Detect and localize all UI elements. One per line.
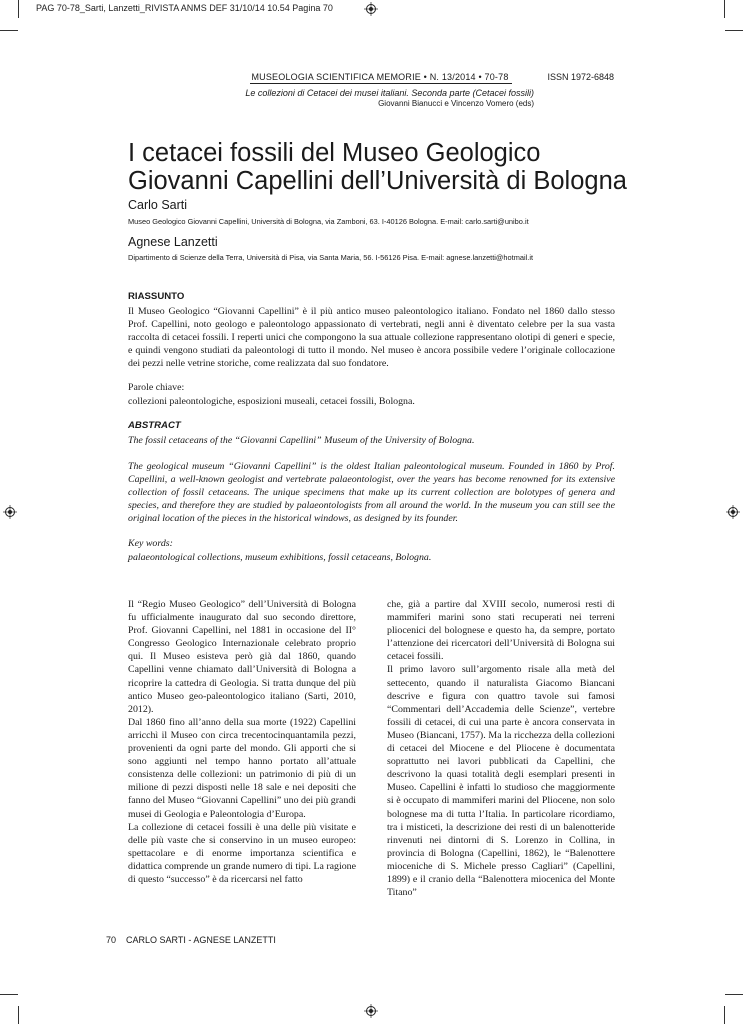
printer-slug: PAG 70-78_Sarti, Lanzetti_RIVISTA ANMS DEF 31/10/14 10.54 Pagina 70 (36, 3, 333, 13)
registration-mark-icon (726, 505, 740, 519)
author-name: Carlo Sarti (128, 198, 188, 212)
registration-mark-icon (364, 2, 378, 16)
abstract-text: The geological museum “Giovanni Capellini” is the oldest Italian paleontological museum. Founded in 1860 by Prof. Capellini, a well-known geologist and vertebrate palaeontologist, over the years has become renowned for its extensive collection of fossil cetaceans. The unique specimens that make up its current collection are bolotypes of genera and species, and therefore they are studied by palaeontologists from all around the world. In the museum you can still see the original location of the pieces in the historical windows, as designed by its founder. (128, 461, 615, 525)
journal-title: MUSEOLOGIA SCIENTIFICA MEMORIE • N. 13/2014 • 70-78 (251, 72, 509, 82)
registration-mark-icon (3, 505, 17, 519)
series-title: Le collezioni di Cetacei dei musei italiani. Seconda parte (Cetacei fossili) (245, 88, 534, 98)
page-footer (106, 935, 276, 945)
registration-mark-icon (364, 1004, 378, 1018)
abstract-subtitle: The fossil cetaceans of the “Giovanni Capellini” Museum of the University of Bologna. (128, 435, 475, 446)
abstract-keywords-label: Key words: (128, 538, 173, 549)
article-title-line: I cetacei fossili del Museo Geologico (128, 139, 541, 167)
abstract-keywords: palaeontological collections, museum exhibitions, fossil cetaceans, Bologna. (128, 552, 432, 563)
author-name: Agnese Lanzetti (128, 235, 218, 249)
riassunto-keywords-label: Parole chiave: (128, 382, 185, 393)
paragraph: Dal 1860 fino all’anno della sua morte (1922) Capellini arricchì il Museo con circa trecentocinquantamila pezzi, provenienti da ogni parte del mondo. Gli apporti che si sono aggiunti nel tempo hanno portato all’attuale consistenza delle collezioni: un patrimonio di più di un milione di pezzi disposti nelle 18 sale e nei depositi che fanno del Museo “Giovanni Capellini” uno dei più grandi musei di Geologia e Paleontologia d’Europa. (128, 716, 356, 820)
body-column-left (128, 598, 356, 886)
abstract-heading: ABSTRACT (128, 420, 181, 431)
riassunto-heading: RIASSUNTO (128, 291, 185, 302)
author-affiliation: Dipartimento di Scienze della Terra, Università di Pisa, via Santa Maria, 56. I-56126 Pisa. E-mail: agnese.lanzetti@hotmail.it (128, 253, 534, 262)
paragraph: che, già a partire dal XVIII secolo, numerosi resti di mammiferi marini sono stati recuperati nei terreni pliocenici del bolognese e questo ha, da sempre, portato l’attenzione dei ricercatori dell’Università di Bologna sui cetacei fossili. (387, 599, 615, 663)
page-number: 70 (106, 935, 117, 945)
author-affiliation: Museo Geologico Giovanni Capellini, Università di Bologna, via Zamboni, 63. I-40126 Bologna. E-mail: carlo.sarti@unibo.it (128, 217, 529, 226)
paragraph: Il “Regio Museo Geologico” dell’Università di Bologna fu ufficialmente inaugurato dal suo secondo direttore, Prof. Giovanni Capellini, nel 1881 in occasione del II° Congresso Geologico Internazionale celebrato proprio qui. Il Museo esisteva però già dal 1860, quando Capellini venne chiamato dall’Università di Bologna a ricoprire la cattedra di Geologia. Si tratta dunque del più antico Museo geo-paleontologico italiano (Sarti, 2010, 2012). (128, 599, 356, 715)
body-column-right (387, 598, 615, 899)
header-rule (250, 83, 512, 84)
article-title (128, 140, 628, 195)
issn: ISSN 1972-6848 (547, 72, 614, 82)
paragraph: Il primo lavoro sull’argomento risale alla metà del settecento, quando il naturalista Giacomo Biancani descrive e figura con quattro tavole sui famosi “Commentari dell’Accademia delle Scienze”, vertebre fossili di cetacei, di cui una parte è ancora conservata in Museo (Biancani, 1757). Ma la ricchezza della collezioni di cetacei del Miocene e del Pliocene è documentata soprattutto nei lavori pubblicati da Capellini, che descrivono la quasi totalità degli esemplari presenti in Museo. Capellini è infatti lo studioso che maggiormente si è occupato di mammiferi marini del Pliocene, non solo bolognese ma di tutta l’Italia. In particolare ricordiamo, tra i misticeti, la descrizione dei resti di un balenotteride rinvenuti nei dintorni di S. Lorenzo in Collina, in provincia di Bologna (Capellini, 1862), le “Balenottere mioceniche di S. Michele presso Cagliari” (Capellini, 1899) e il cranio della “Balenottera miocenica del Monte Titano” (387, 664, 615, 899)
article-title-line: Giovanni Capellini dell’Università di Bologna (128, 166, 627, 195)
riassunto-text: Il Museo Geologico “Giovanni Capellini” è il più antico museo paleontologico italiano. Fondato nel 1860 dallo stesso Prof. Capellini, noto geologo e paleontologo appassionato di vertebrati, negli anni è diventato celebre per la sua vasta raccolta di cetacei fossili. I reperti unici che compongono la sua attuale collezione rappresentano olotipi di generi e specie, e quindi vengono studiati da paleontologi di tutto il mondo. Nel museo è ancora possibile vedere l’originale collocazione dei pezzi nelle vetrine storiche, come realizzata dal suo fondatore. (128, 306, 615, 370)
paragraph: La collezione di cetacei fossili è una delle più visitate e delle più vaste che si conservino in un museo europeo: spettacolare e di enorme importanza scientifica e didattica comprende un grande numero di tipi. La ragione di questo “successo” è da ricercarsi nel fatto (128, 821, 356, 885)
editors: Giovanni Bianucci e Vincenzo Vomero (eds) (378, 99, 534, 108)
riassunto-keywords: collezioni paleontologiche, esposizioni museali, cetacei fossili, Bologna. (128, 396, 415, 407)
footer-authors: CARLO SARTI - AGNESE LANZETTI (126, 935, 276, 945)
